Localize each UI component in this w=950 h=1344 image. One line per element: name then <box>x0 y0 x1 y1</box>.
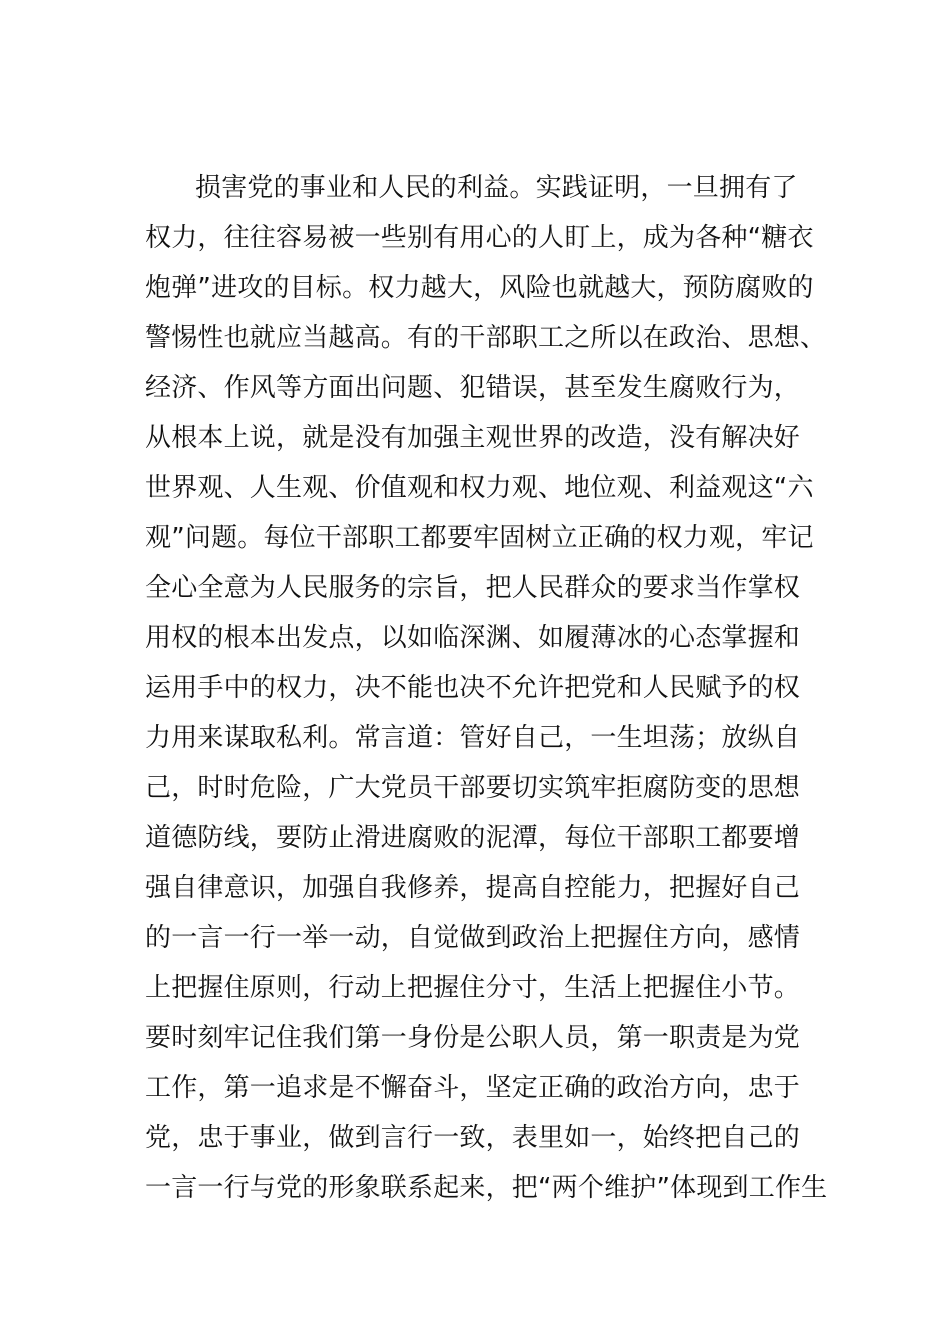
text-line: 一言一行与党的形象联系起来，把“两个维护”体现到工作生 <box>145 1173 828 1203</box>
text-line: 观”问题。每位干部职工都要牢固树立正确的权力观，牢记 <box>145 523 814 553</box>
text-line: 工作，第一追求是不懈奋斗，坚定正确的政治方向，忠于 <box>145 1073 801 1103</box>
text-line: 经济、作风等方面出问题、犯错误，甚至发生腐败行为， <box>145 373 801 403</box>
text-line: 要时刻牢记住我们第一身份是公职人员，第一职责是为党 <box>145 1023 801 1053</box>
text-line: 党，忠于事业，做到言行一致，表里如一，始终把自己的 <box>145 1123 801 1153</box>
text-line: 世界观、人生观、价值观和权力观、地位观、利益观这“六 <box>145 473 814 503</box>
text-line: 强自律意识，加强自我修养，提高自控能力，把握好自己 <box>145 873 801 903</box>
text-line: 损害党的事业和人民的利益。实践证明，一旦拥有了 <box>195 173 798 203</box>
text-line: 用权的根本出发点，以如临深渊、如履薄冰的心态掌握和 <box>145 623 801 653</box>
text-line: 炮弹”进攻的目标。权力越大，风险也就越大，预防腐败的 <box>145 273 814 303</box>
text-line: 警惕性也就应当越高。有的干部职工之所以在政治、思想、 <box>145 323 827 353</box>
text-line: 己，时时危险，广大党员干部要切实筑牢拒腐防变的思想 <box>145 773 801 803</box>
text-line: 权力，往往容易被一些别有用心的人盯上，成为各种“糖衣 <box>145 223 814 253</box>
text-line: 道德防线，要防止滑进腐败的泥潭，每位干部职工都要增 <box>145 823 801 853</box>
text-line: 力用来谋取私利。常言道：管好自己，一生坦荡；放纵自 <box>145 723 801 753</box>
text-line: 全心全意为人民服务的宗旨，把人民群众的要求当作掌权 <box>145 573 801 603</box>
text-line: 从根本上说，就是没有加强主观世界的改造，没有解决好 <box>145 423 801 453</box>
text-line: 运用手中的权力，决不能也决不允许把党和人民赋予的权 <box>145 673 801 703</box>
body-paragraph <box>145 163 828 1213</box>
text-line: 上把握住原则，行动上把握住分寸，生活上把握住小节。 <box>145 973 801 1003</box>
text-line: 的一言一行一举一动，自觉做到政治上把握住方向，感情 <box>145 923 801 953</box>
